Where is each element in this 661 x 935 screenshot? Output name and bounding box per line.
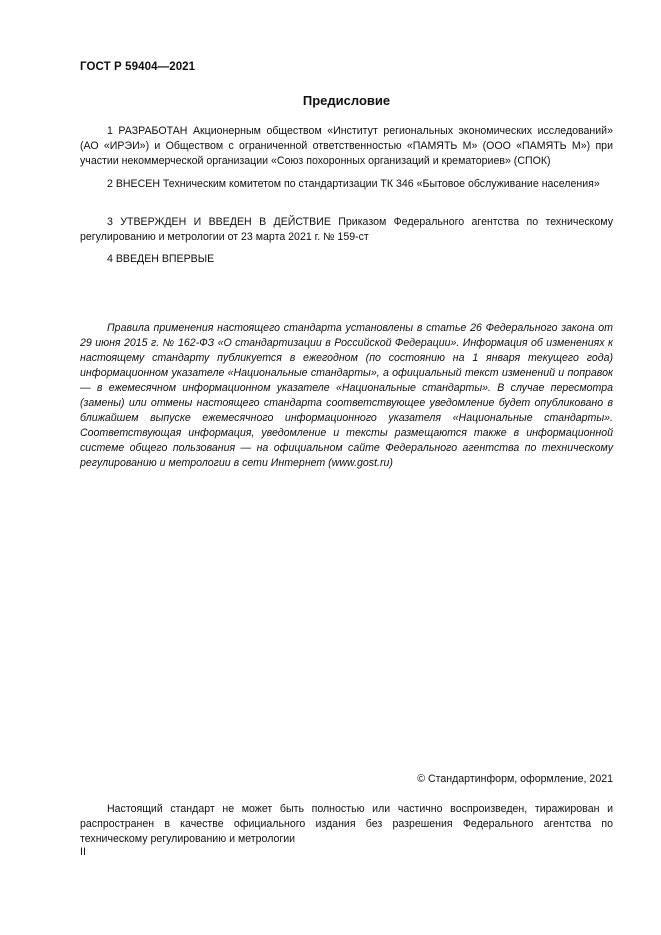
page-title: Предисловие [302, 93, 391, 108]
paragraph-introduced: 2 ВНЕСЕН Техническим комитетом по стандартизации ТК 346 «Бытовое обслуживание населения» [107, 178, 600, 190]
paragraph-developed: 1 РАЗРАБОТАН Акционерным обществом «Институт региональных экономических исследований» (АО «ИРЭИ») и Обществом с ограниченной ответственностью «ПАМЯТЬ М» (ООО «ПАМЯТЬ М») при участии некоммерческой организации «Союз похоронных организаций и крематориев» (СПОК) [80, 125, 613, 167]
document-code: ГОСТ Р 59404—2021 [80, 61, 196, 73]
reproduction-notice: Настоящий стандарт не может быть полностью или частично воспроизведен, тиражирован и распространен в качестве официального издания без разрешения Федерального агентства по техническому регулированию и метрологии [80, 803, 613, 845]
paragraph-first-time: 4 ВВЕДЕН ВПЕРВЫЕ [107, 253, 215, 265]
standard-application-notice: Правила применения настоящего стандарта установлены в статье 26 Федерального закона от 29 июня 2015 г. № 162-ФЗ «О стандартизации в Российской Федерации». Информация об изменениях к настоящему стандарту публикуется в ежегодном (по состоянию на 1 января текущего года) информационном указателе «Национальные стандарты», а официальный текст изменений и поправок — в ежемесячном информационном указателе «Национальные стандарты». В случае пересмотра (замены) или отмены настоящего стандарта соответствующее уведомление будет опубликовано в ближайшем выпуске ежемесячного информационного указателя «Национальные стандарты». Соответствующая информация, уведомление и тексты размещаются также в информационной системе общего пользования — на официальном сайте Федерального агентства по техническому регулированию и метрологии в сети Интернет (www.gost.ru) [80, 322, 613, 469]
paragraph-approved: 3 УТВЕРЖДЕН И ВВЕДЕН В ДЕЙСТВИЕ Приказом Федерального агентства по техническому регулированию и метрологии от 23 марта 2021 г. № 159-ст [80, 216, 613, 243]
copyright-line: © Стандартинформ, оформление, 2021 [417, 773, 613, 785]
page-number: II [80, 846, 86, 858]
